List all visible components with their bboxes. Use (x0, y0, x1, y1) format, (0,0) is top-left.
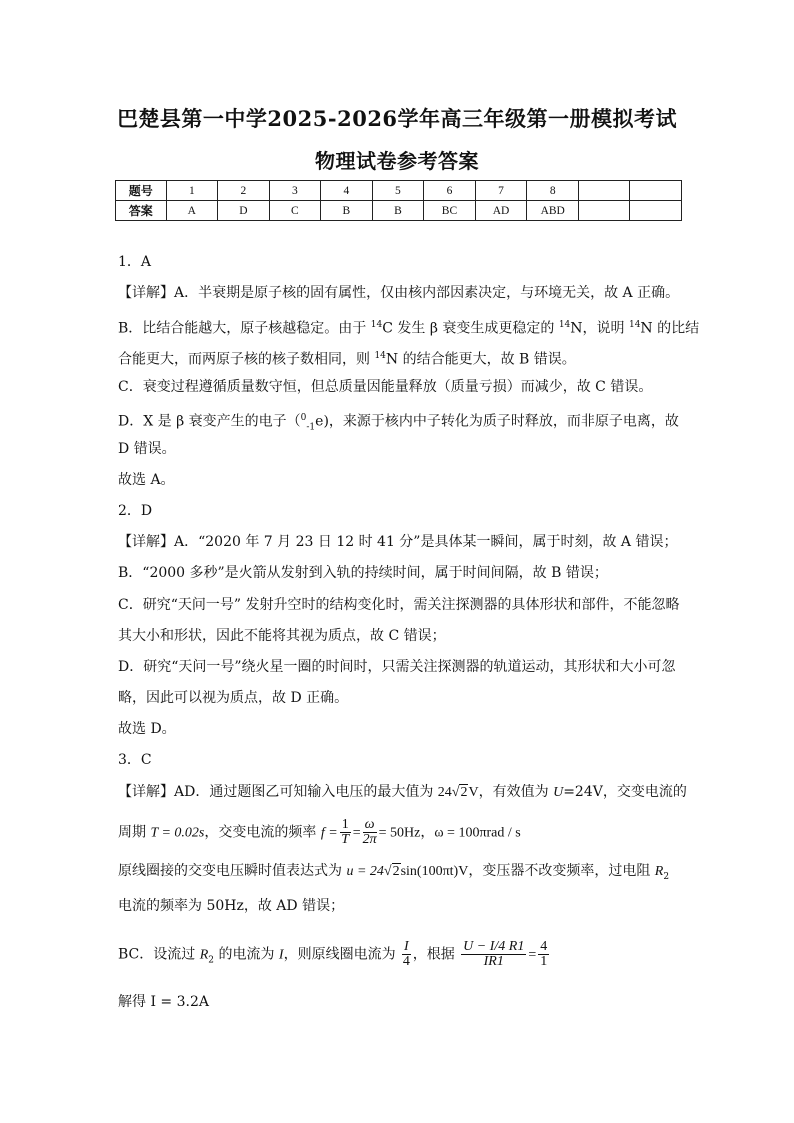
table-cell (579, 201, 630, 221)
table-cell: 6 (424, 181, 476, 201)
voltage-expression (346, 864, 468, 879)
text: sin(100πt)V (400, 864, 469, 879)
mass-number: 14 (370, 320, 383, 330)
table-cell: C (269, 201, 321, 221)
variable: U (553, 785, 564, 800)
table-cell: 2 (218, 181, 270, 201)
text: BC．设流过 (118, 946, 200, 963)
table-cell: 7 (475, 181, 527, 201)
text: =24V，交变电流的 (563, 784, 687, 800)
table-cell (630, 181, 682, 201)
subscript: 2 (663, 871, 670, 882)
mass-number: 0 (300, 413, 307, 423)
radicand: 2 (460, 785, 468, 800)
q2-option-c-line1: C．研究“天问一号” 发射升空时的结构变化时，需关注探测器的具体形状和部件，不能忽略 (118, 597, 680, 613)
table-cell: ABD (527, 201, 579, 221)
fraction (402, 940, 411, 969)
max-voltage (438, 785, 479, 800)
text: N，说明 (570, 320, 629, 337)
text: ，交变电流的频率 (204, 824, 321, 841)
table-cell (579, 181, 630, 201)
frequency-symbol: f = (320, 825, 338, 841)
table-cell: B (372, 201, 424, 221)
q1-option-b-line2 (118, 347, 576, 369)
table-cell: A (166, 201, 218, 221)
table-cell: BC (424, 201, 476, 221)
mass-number: 14 (628, 320, 641, 330)
answer-table-number-row (116, 181, 682, 201)
table-cell (630, 201, 682, 221)
document-subtitle: 物理试卷参考答案 (315, 149, 479, 173)
q2-option-b: B．“2000 多秒”是火箭从发射到入轨的持续时间，属于时间间隔，故 B 错误； (118, 565, 608, 581)
radicand: 2 (392, 864, 400, 879)
q2-option-d-line1: D．研究“天问一号”绕火星一圈的时间时，只需关注探测器的轨道运动，其形状和大小可忽 (118, 659, 676, 675)
table-header-number: 题号 (116, 181, 167, 201)
text: ，则原线圈电流为 (283, 946, 401, 963)
angular-frequency: ，ω = 100πrad / s (420, 825, 521, 841)
q2-heading: 2．D (118, 503, 153, 519)
text: ，有效值为 (478, 784, 554, 800)
subscript: 2 (208, 955, 215, 966)
q2-choice: 故选 D。 (118, 721, 176, 737)
variable: I (278, 947, 284, 963)
q2-option-c-line2: 其大小和形状，因此不能将其视为质点，故 C 错误； (118, 628, 446, 644)
ratio-fraction (461, 940, 526, 969)
numerator: U − I/4 R1 (463, 939, 525, 954)
text: N 的比结 (640, 320, 700, 337)
mass-number: 14 (558, 320, 571, 330)
table-cell: AD (475, 201, 527, 221)
fraction (340, 818, 351, 847)
sqrt-symbol: √2 (451, 785, 468, 800)
fraction (538, 940, 549, 969)
frequency-value: = 50Hz (378, 825, 421, 841)
q3-ad-line4: 电流的频率为 50Hz，故 AD 错误； (118, 898, 345, 914)
denominator: 4 (402, 954, 410, 969)
answer-table-answer-row (116, 201, 682, 221)
q1-option-b-line1 (118, 316, 699, 338)
q3-solution: 解得 I = 3.2A (118, 994, 209, 1010)
period-expr: T = 0.02s (150, 825, 205, 841)
q3-ad-line3 (118, 862, 669, 886)
text: C 发生 β 衰变生成更稳定的 (382, 320, 559, 337)
charge-number: -1 (306, 422, 316, 433)
q1-heading: 1．A (118, 254, 152, 270)
denominator: 2π (362, 832, 377, 847)
q2-option-d-line2: 略，因此可以视为质点，故 D 正确。 (118, 690, 349, 706)
numerator: I (404, 939, 409, 954)
table-cell: B (321, 201, 373, 221)
table-cell: 5 (372, 181, 424, 201)
denominator: IR1 (483, 954, 504, 969)
q1-choice: 故选 A。 (118, 472, 175, 488)
text: u = 24 (346, 864, 384, 879)
text: 周期 (118, 824, 151, 841)
variable: R (199, 947, 209, 963)
q1-option-d-line1 (118, 409, 679, 436)
text: e)，来源于核内中子转化为质子时释放，而非原子电离，故 (315, 413, 679, 430)
table-cell: 3 (269, 181, 321, 201)
table-cell: 8 (527, 181, 579, 201)
text: 的电流为 (214, 946, 279, 963)
q3-ad-line2: 周期 T = 0.02s，交变电流的频率 f = $\frac{1}{T}$ = $\frac{\omega}{2\pi}$ = 50Hz，ω = 100πrad / s (118, 817, 521, 847)
answer-table (115, 180, 682, 221)
document-title: 巴楚县第一中学2025-2026学年高三年级第一册模拟考试 (116, 106, 678, 131)
numerator: 4 (540, 939, 548, 954)
q2-option-a: 【详解】A．“2020 年 7 月 23 日 12 时 41 分”是具体某一瞬间，属于时刻，故 A 错误； (118, 534, 678, 550)
table-header-answer: 答案 (116, 201, 167, 221)
numerator: 1 (341, 817, 349, 832)
q3-heading: 3．C (118, 752, 152, 768)
table-cell: 4 (321, 181, 373, 201)
q1-option-a: 【详解】A．半衰期是原子核的固有属性，仅由核内部因素决定，与环境无关，故 A 正确。 (118, 285, 680, 301)
q1-option-d-line2: D 错误。 (118, 441, 176, 457)
denominator: T (341, 832, 350, 847)
text: 合能更大，而两原子核的核子数相同，则 (118, 351, 375, 368)
q3-bc-line1: BC．设流过 $R_2$ 的电流为 I，则原线圈电流为 $\frac{I}{4}$ ，根据 $\frac{U - I/4 R1}{IR1}$ = $\frac{4}{1}$ (118, 939, 548, 969)
mass-number: 14 (374, 351, 386, 361)
text: 【详解】AD．通过题图乙可知输入电压的最大值为 (118, 784, 438, 800)
text: B．比结合能越大，原子核越稳定。由于 (118, 320, 371, 337)
fraction (363, 818, 377, 847)
numerator: ω (363, 818, 377, 833)
text: ，变压器不改变频率，过电阻 (468, 863, 655, 879)
text: D．X 是 β 衰变产生的电子（ (118, 413, 301, 430)
text: N 的结合能更大，故 B 错误。 (385, 351, 576, 368)
q1-option-c: C．衰变过程遵循质量数守恒，但总质量因能量释放（质量亏损）而减少，故 C 错误。 (118, 379, 653, 395)
text: ，根据 (412, 946, 460, 963)
q3-ad-line1 (118, 783, 687, 802)
text: 原线圈接的交变电压瞬时值表达式为 (118, 863, 347, 879)
sqrt-symbol: √2 (383, 864, 400, 879)
text: 24 (437, 785, 452, 800)
variable: R (654, 864, 664, 879)
table-cell: D (218, 201, 270, 221)
denominator: 1 (540, 954, 548, 969)
text: V (468, 785, 479, 800)
table-cell: 1 (166, 181, 218, 201)
